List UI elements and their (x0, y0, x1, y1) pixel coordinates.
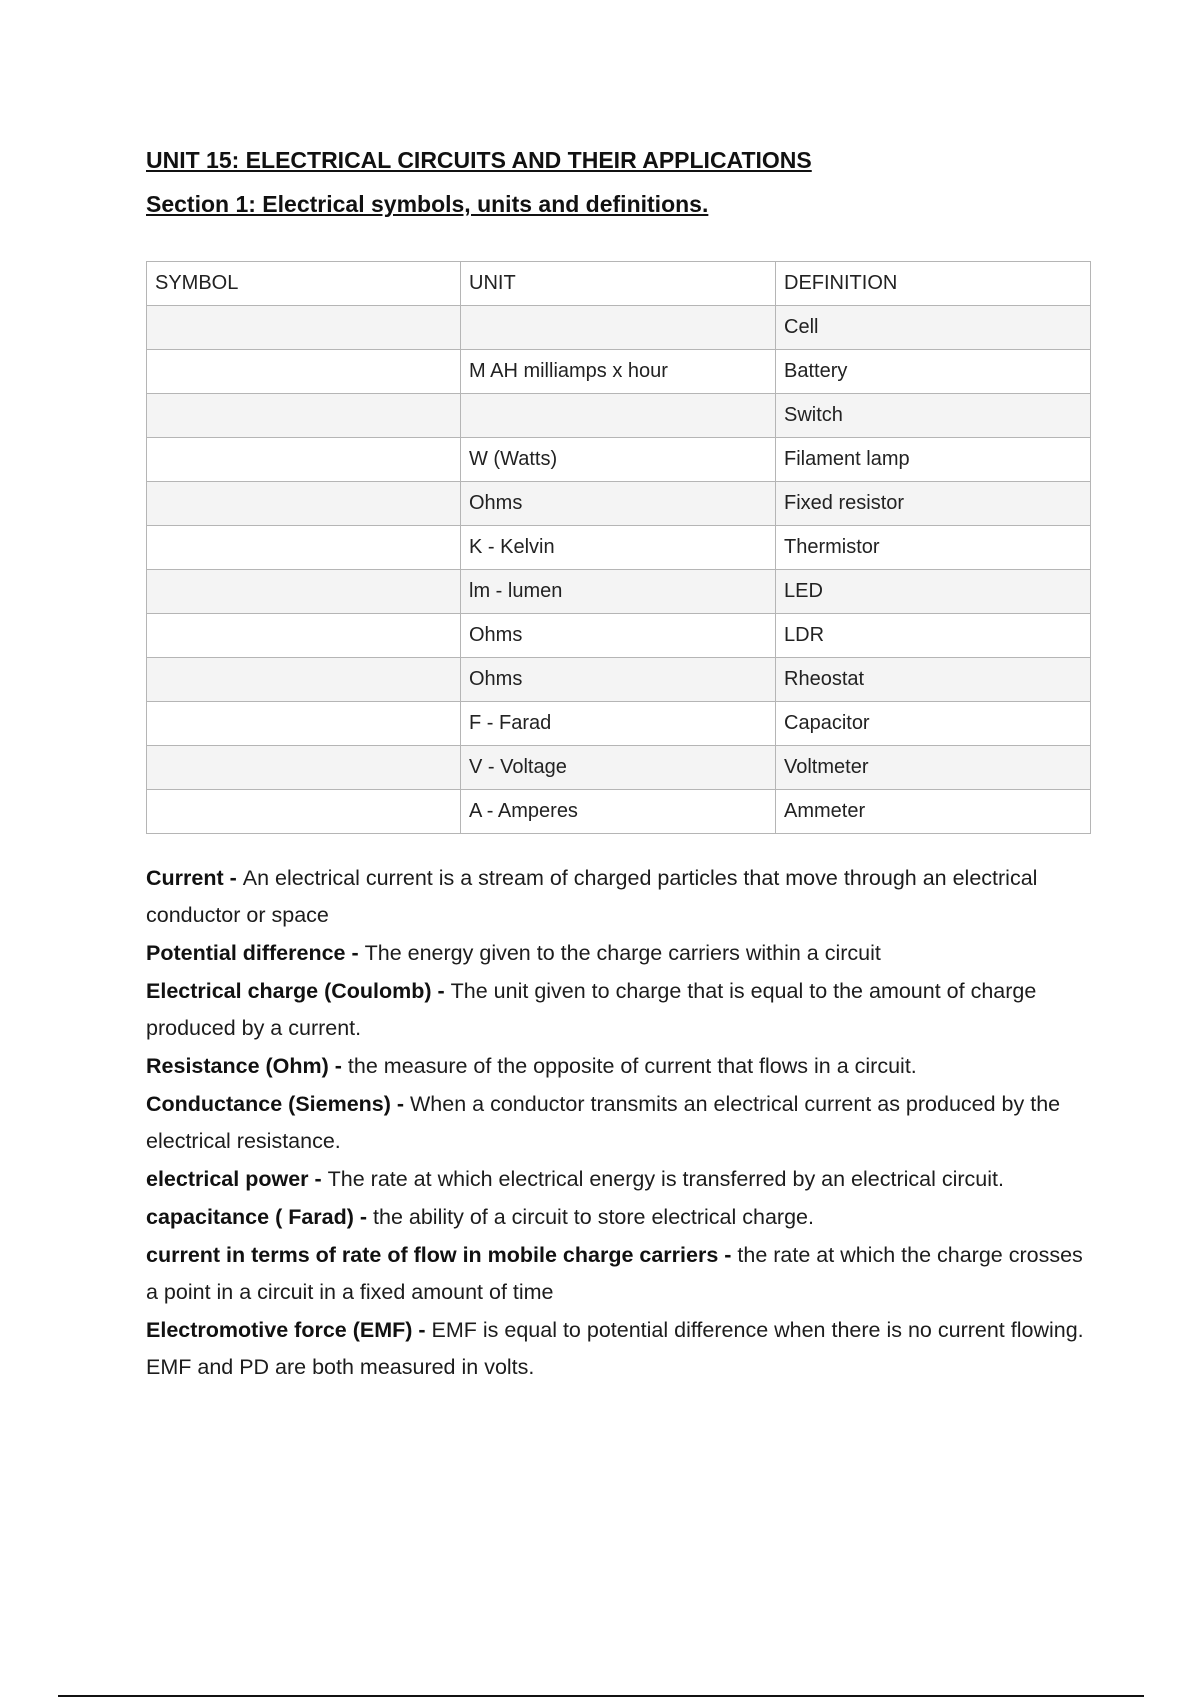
definition-cell: Voltmeter (776, 746, 1091, 790)
table-row (147, 658, 1091, 702)
unit-cell: A - Amperes (461, 790, 776, 834)
header-symbol: SYMBOL (147, 262, 461, 306)
section-title: Section 1: Electrical symbols, units and definitions. (146, 191, 709, 217)
definition-cell: Rheostat (776, 658, 1091, 702)
symbol-cell (147, 526, 461, 570)
table-row (147, 746, 1091, 790)
definition-term: Current - (146, 866, 243, 890)
definition-electrical-power (146, 1161, 1096, 1198)
table-row (147, 482, 1091, 526)
definition-text: When a conductor transmits an electrical current as produced by the electrical resistance. (146, 1092, 1061, 1153)
table-row (147, 526, 1091, 570)
symbol-cell (147, 570, 461, 614)
symbol-cell (147, 702, 461, 746)
table-row (147, 570, 1091, 614)
unit-cell: K - Kelvin (461, 526, 776, 570)
definition-text: EMF is equal to potential difference when there is no current flowing. EMF and PD are both measured in volts. (146, 1318, 1084, 1379)
definition-text: The unit given to charge that is equal to the amount of charge produced by a current. (146, 979, 1037, 1040)
definition-current (146, 860, 1096, 934)
symbol-cell (147, 438, 461, 482)
symbol-cell (147, 746, 461, 790)
definition-text: the ability of a circuit to store electrical charge. (373, 1205, 814, 1229)
symbol-cell (147, 790, 461, 834)
table-row (147, 702, 1091, 746)
table-row (147, 350, 1091, 394)
unit-cell: M AH milliamps x hour (461, 350, 776, 394)
unit-cell: Ohms (461, 658, 776, 702)
definition-term: current in terms of rate of flow in mobile charge carriers - (146, 1243, 738, 1267)
definition-text: the measure of the opposite of current that flows in a circuit. (347, 1054, 917, 1078)
unit-title: UNIT 15: ELECTRICAL CIRCUITS AND THEIR APPLICATIONS (146, 147, 812, 173)
symbols-table (146, 261, 1091, 834)
definition-term: Resistance (Ohm) - (146, 1054, 348, 1078)
definition-cell: Battery (776, 350, 1091, 394)
definition-term: Potential difference - (146, 941, 365, 965)
definition-text: An electrical current is a stream of charged particles that move through an electrical conductor or space (146, 866, 1038, 927)
definition-text: the rate at which the charge crosses a point in a circuit in a fixed amount of time (146, 1243, 1083, 1304)
definition-cell: LDR (776, 614, 1091, 658)
table-row (147, 438, 1091, 482)
page-bottom-rule (58, 1695, 1144, 1697)
definition-current-rate-of-flow (146, 1237, 1096, 1311)
table-row (147, 614, 1091, 658)
definition-resistance (146, 1048, 1096, 1085)
definition-cell: Capacitor (776, 702, 1091, 746)
unit-cell: lm - lumen (461, 570, 776, 614)
definition-cell: Cell (776, 306, 1091, 350)
unit-cell (461, 306, 776, 350)
symbol-cell (147, 306, 461, 350)
definition-text: The energy given to the charge carriers within a circuit (364, 941, 881, 965)
definition-electrical-charge (146, 973, 1096, 1047)
table-row (147, 394, 1091, 438)
table-row (147, 306, 1091, 350)
unit-cell: F - Farad (461, 702, 776, 746)
unit-cell: Ohms (461, 614, 776, 658)
unit-cell: Ohms (461, 482, 776, 526)
definition-cell: Fixed resistor (776, 482, 1091, 526)
definition-conductance (146, 1086, 1096, 1160)
symbol-cell (147, 658, 461, 702)
definition-cell: Filament lamp (776, 438, 1091, 482)
table-header-row (147, 262, 1091, 306)
definition-potential-difference (146, 935, 1096, 972)
header-unit: UNIT (461, 262, 776, 306)
definitions-list (146, 860, 1096, 1387)
definition-cell: Switch (776, 394, 1091, 438)
definition-cell: LED (776, 570, 1091, 614)
definition-cell: Ammeter (776, 790, 1091, 834)
definition-term: capacitance ( Farad) - (146, 1205, 374, 1229)
definition-capacitance (146, 1199, 1096, 1236)
definition-cell: Thermistor (776, 526, 1091, 570)
table-row (147, 790, 1091, 834)
symbol-cell (147, 350, 461, 394)
header-definition: DEFINITION (776, 262, 1091, 306)
unit-cell (461, 394, 776, 438)
unit-cell: V - Voltage (461, 746, 776, 790)
definition-term: Electromotive force (EMF) - (146, 1318, 432, 1342)
symbol-cell (147, 614, 461, 658)
symbol-cell (147, 394, 461, 438)
symbol-cell (147, 482, 461, 526)
definition-term: Conductance (Siemens) - (146, 1092, 411, 1116)
unit-cell: W (Watts) (461, 438, 776, 482)
definition-text: The rate at which electrical energy is transferred by an electrical circuit. (327, 1167, 1004, 1191)
definition-emf (146, 1312, 1096, 1386)
definition-term: electrical power - (146, 1167, 328, 1191)
definition-term: Electrical charge (Coulomb) - (146, 979, 451, 1003)
